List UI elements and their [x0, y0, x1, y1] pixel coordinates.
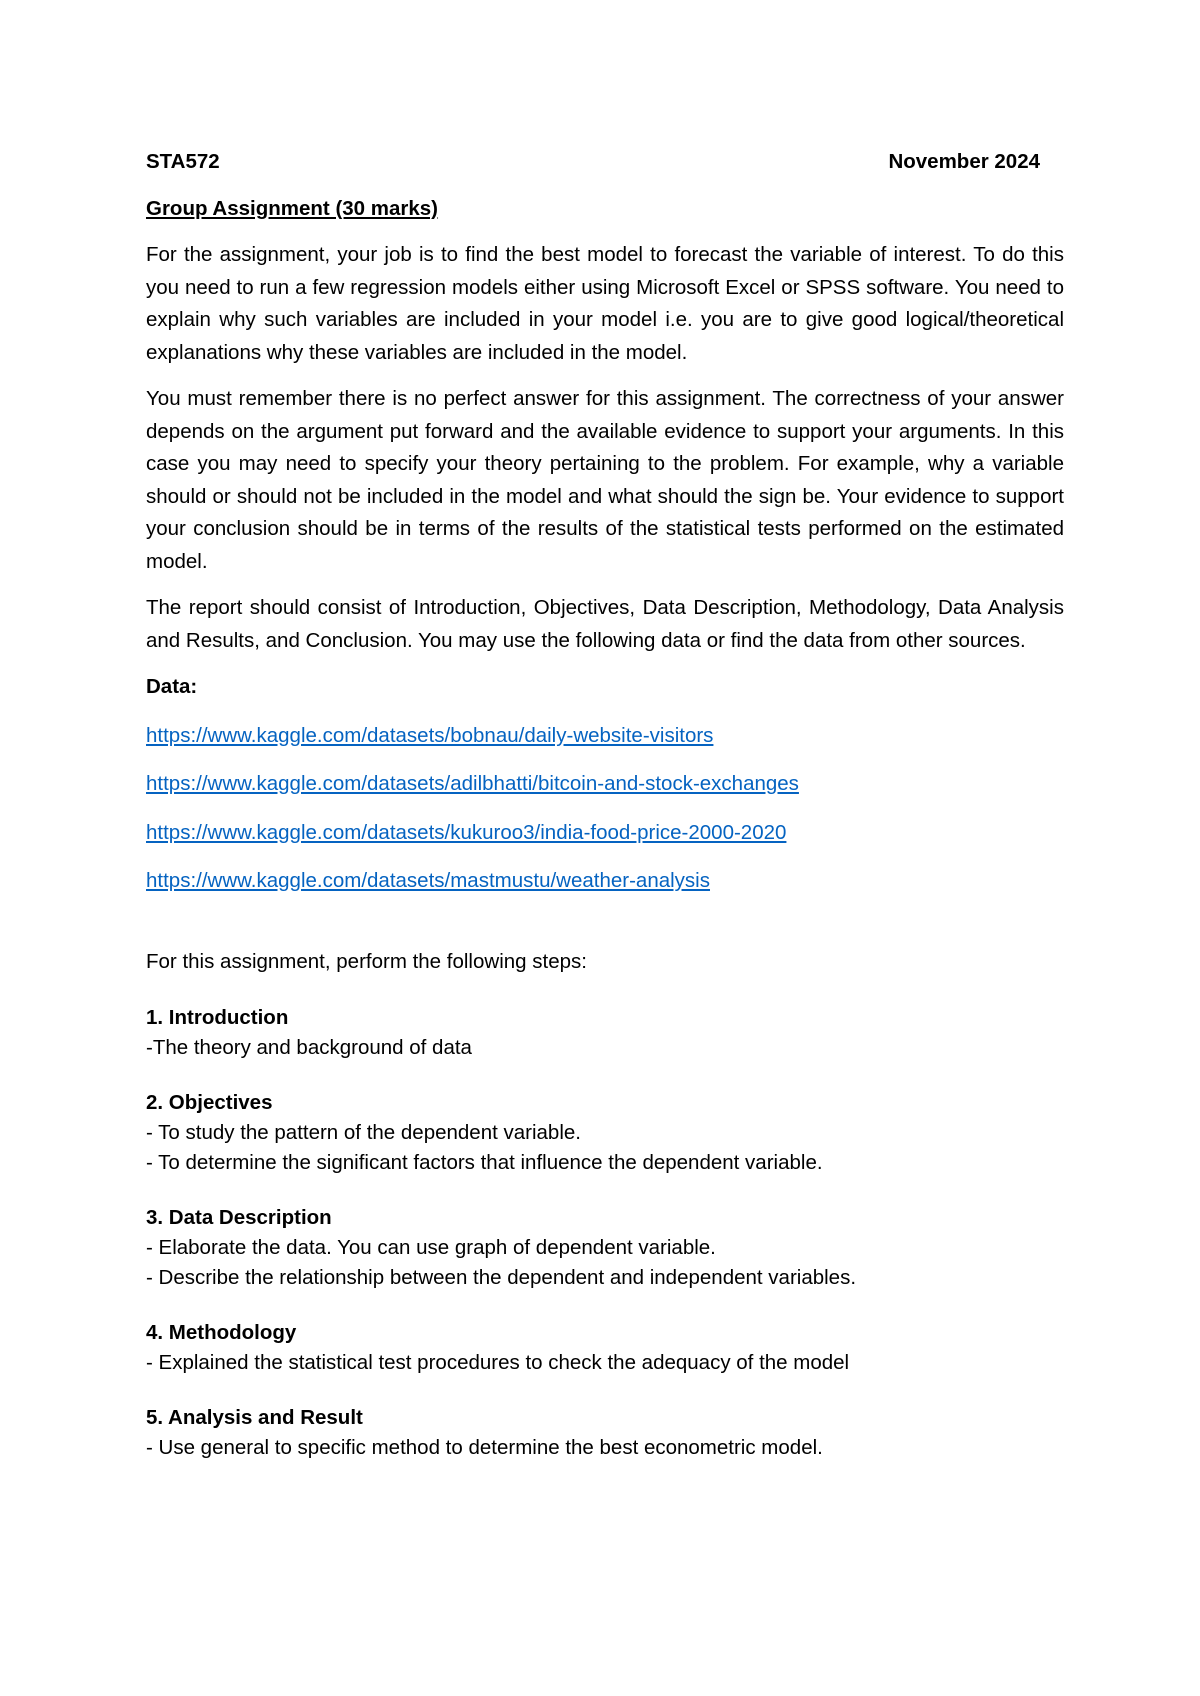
section-item: - To determine the significant factors that influence the dependent variable. — [146, 1151, 823, 1174]
dataset-link-website-visitors[interactable]: https://www.kaggle.com/datasets/bobnau/daily-website-visitors — [146, 723, 714, 747]
section-item: - Use general to specific method to determine the best econometric model. — [146, 1436, 823, 1459]
section-analysis-and-result — [146, 1403, 1064, 1463]
paragraph-no-perfect-answer: You must remember there is no perfect answer for this assignment. The correctness of your answer depends on the argument put forward and the available evidence to support your arguments. In this case you may need to specify your theory pertaining to the problem. For example, why a variable should or should not be included in the model and what should the sign be. Your evidence to support your conclusion should be in terms of the results of the statistical tests performed on the estimated model. — [146, 387, 1064, 573]
course-code: STA572 — [146, 150, 220, 173]
document-header — [146, 146, 1064, 179]
steps-intro: For this assignment, perform the following steps: — [146, 949, 587, 973]
dataset-link-weather-analysis[interactable]: https://www.kaggle.com/datasets/mastmustu/weather-analysis — [146, 869, 710, 892]
assignment-title: Group Assignment (30 marks) — [146, 196, 439, 220]
data-heading: Data: — [146, 675, 198, 698]
paragraph-task: For the assignment, your job is to find the best model to forecast the variable of interest. To do this you need to run a few regression models either using Microsoft Excel or SPSS software. You need to explain why such variables are included in your model i.e. you are to give good logical/theoretical explanations why these variables are included in the model. — [146, 243, 1064, 364]
section-title: 1. Introduction — [146, 1006, 289, 1029]
section-title: 3. Data Description — [146, 1206, 332, 1229]
section-data-description — [146, 1203, 1064, 1293]
dataset-link-list — [146, 720, 1064, 898]
document-date: November 2024 — [888, 150, 1040, 173]
section-item: - Describe the relationship between the dependent and independent variables. — [146, 1266, 857, 1289]
section-methodology — [146, 1318, 1064, 1378]
section-introduction — [146, 1003, 1064, 1063]
dataset-link-india-food-price[interactable]: https://www.kaggle.com/datasets/kukuroo3/india-food-price-2000-2020 — [146, 820, 787, 844]
section-objectives — [146, 1088, 1064, 1178]
section-item: - Elaborate the data. You can use graph of dependent variable. — [146, 1236, 716, 1259]
dataset-link-bitcoin-stock[interactable]: https://www.kaggle.com/datasets/adilbhatti/bitcoin-and-stock-exchanges — [146, 772, 799, 795]
section-item: - Explained the statistical test procedures to check the adequacy of the model — [146, 1351, 850, 1374]
document-body — [146, 146, 1064, 1488]
section-item: - To study the pattern of the dependent variable. — [146, 1121, 581, 1144]
section-title: 5. Analysis and Result — [146, 1406, 363, 1429]
section-title: 2. Objectives — [146, 1091, 273, 1114]
section-item: -The theory and background of data — [146, 1036, 472, 1059]
paragraph-report-structure: The report should consist of Introduction, Objectives, Data Description, Methodology, Data Analysis and Results, and Conclusion. You may use the following data or find the data from other sources. — [146, 596, 1064, 652]
section-title: 4. Methodology — [146, 1321, 297, 1344]
